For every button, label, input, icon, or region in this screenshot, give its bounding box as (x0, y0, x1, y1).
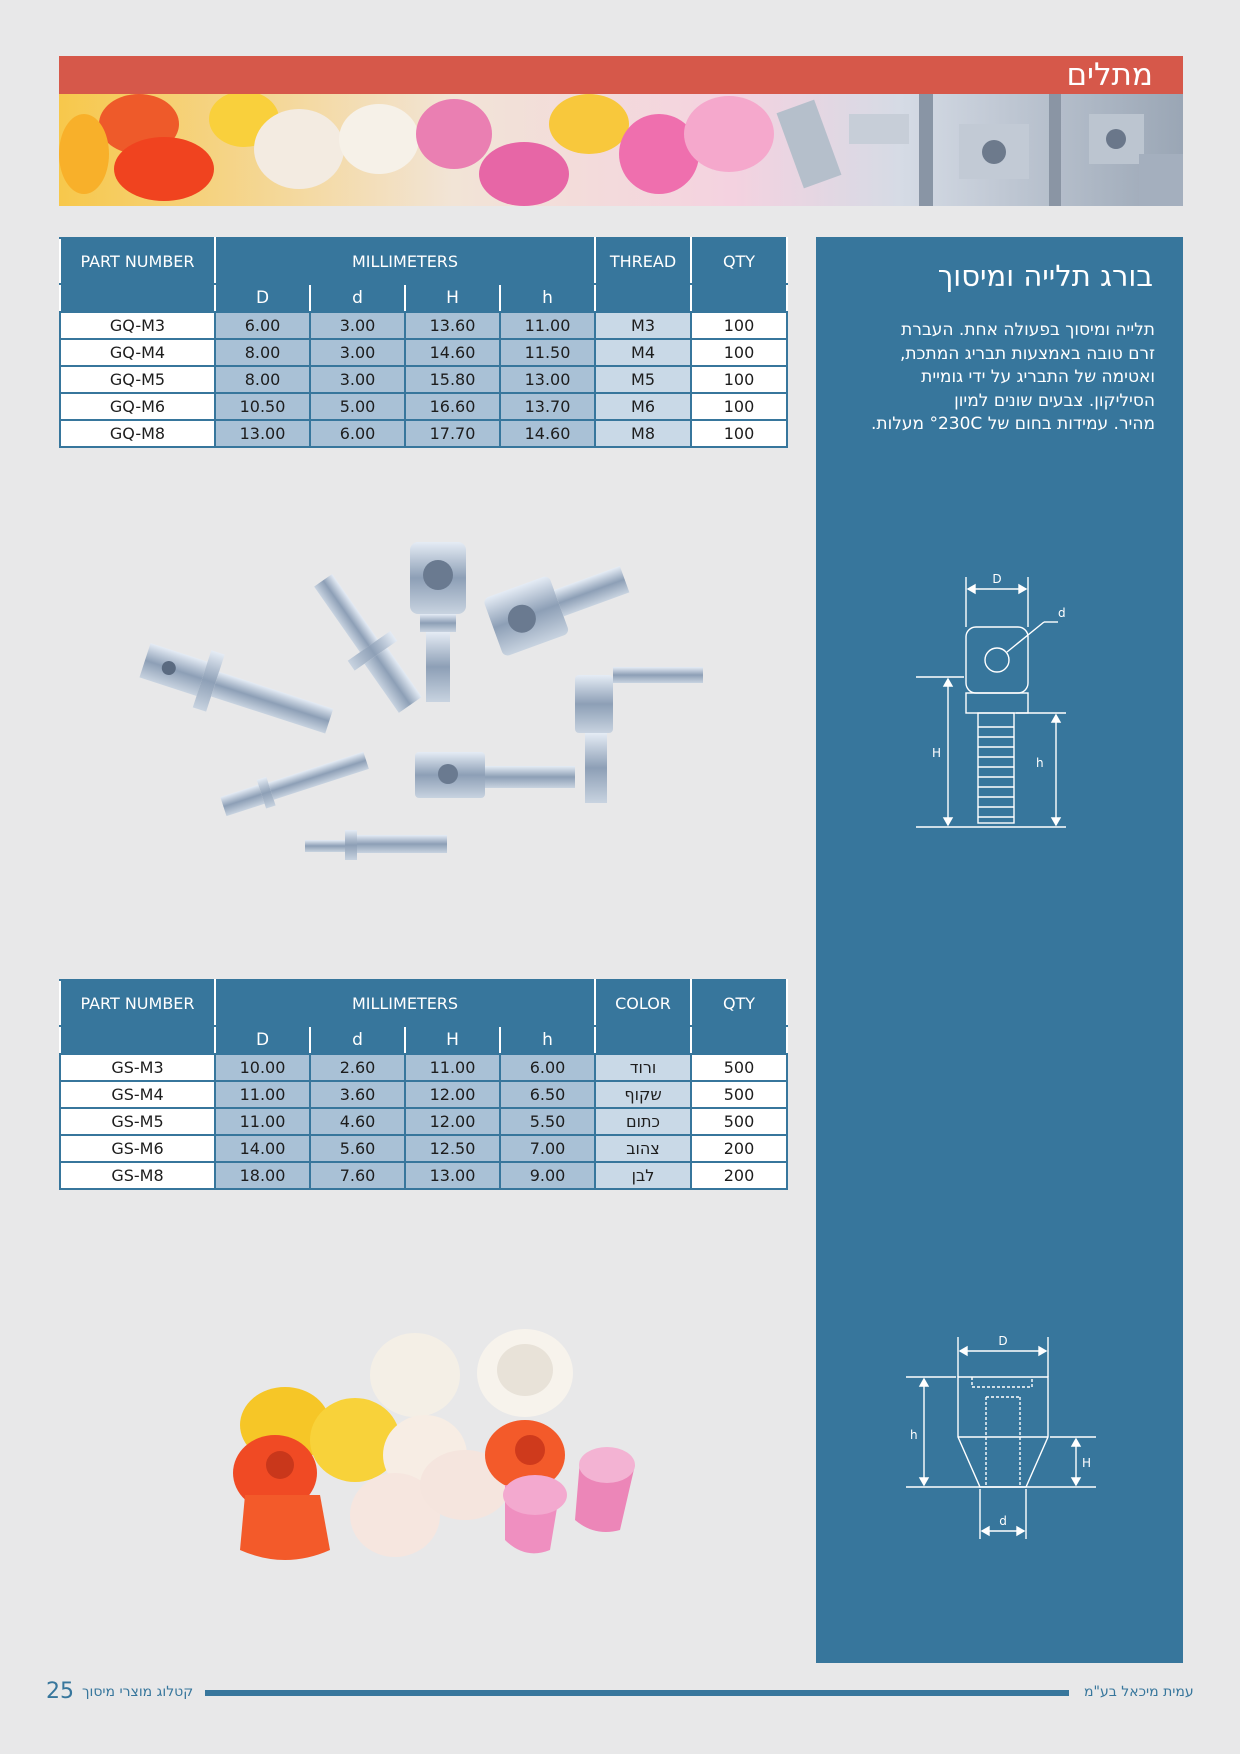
color-cell: צהוב (595, 1135, 691, 1162)
table-row (60, 1108, 787, 1135)
catalog-name: קטלוג מוצרי מיסוך (82, 1684, 194, 1700)
dim-h-cell: 11.00 (500, 312, 595, 339)
dim-d-cell: 5.00 (310, 393, 405, 420)
table-row (60, 1081, 787, 1108)
subheader-d: d (310, 1026, 405, 1054)
page-number: 25 (46, 1679, 74, 1704)
diagram-label-d: d (1058, 606, 1066, 620)
table-row (60, 366, 787, 393)
header-part-number: PART NUMBER (60, 980, 215, 1026)
color-cell: לבן (595, 1162, 691, 1189)
qty-cell: 100 (691, 366, 787, 393)
diagram-label-D: D (992, 572, 1002, 586)
dim-d-cell: 7.60 (310, 1162, 405, 1189)
diagram-label-H: H (1082, 1456, 1092, 1470)
color-cell: כתום (595, 1108, 691, 1135)
table-row (60, 393, 787, 420)
dim-D-cell: 13.00 (215, 420, 310, 447)
diagram-label-d: d (999, 1514, 1007, 1528)
header-millimeters: MILLIMETERS (215, 238, 595, 284)
table-row (60, 420, 787, 447)
dim-H-cell: 13.00 (405, 1162, 500, 1189)
thread-cell: M3 (595, 312, 691, 339)
dim-d-cell: 3.00 (310, 339, 405, 366)
qty-cell: 100 (691, 312, 787, 339)
part-number-cell: GQ-M8 (60, 420, 215, 447)
dim-D-cell: 14.00 (215, 1135, 310, 1162)
dim-D-cell: 10.00 (215, 1054, 310, 1081)
dim-D-cell: 6.00 (215, 312, 310, 339)
description-line: מהיר. עמידות בחום של 230C° מעלות. (871, 414, 1155, 434)
subheader-H: H (405, 1026, 500, 1054)
part-number-cell: GS-M6 (60, 1135, 215, 1162)
diagram-label-h: h (1036, 756, 1044, 770)
qty-cell: 500 (691, 1054, 787, 1081)
product-title: בורג תלייה ומיסוך (937, 259, 1153, 293)
table-row (60, 312, 787, 339)
dim-D-cell: 8.00 (215, 339, 310, 366)
qty-cell: 500 (691, 1081, 787, 1108)
description-line: ואטימה של התבריג על ידי גומיית (921, 367, 1155, 387)
cap-diagram (896, 1327, 1106, 1557)
header-color: COLOR (595, 980, 691, 1026)
dim-d-cell: 4.60 (310, 1108, 405, 1135)
dim-H-cell: 11.00 (405, 1054, 500, 1081)
subheader-d: d (310, 284, 405, 312)
company-name: עמית מיכאל בע"מ (1084, 1684, 1194, 1700)
subheader-empty (691, 284, 787, 312)
dim-H-cell: 12.00 (405, 1081, 500, 1108)
part-number-cell: GQ-M3 (60, 312, 215, 339)
qty-cell: 100 (691, 339, 787, 366)
dim-h-cell: 9.00 (500, 1162, 595, 1189)
subheader-h: h (500, 1026, 595, 1054)
category-header-bar (59, 56, 1183, 94)
dim-D-cell: 11.00 (215, 1081, 310, 1108)
thread-cell: M6 (595, 393, 691, 420)
spec-table-gq (59, 237, 788, 448)
part-number-cell: GQ-M4 (60, 339, 215, 366)
footer-divider (205, 1690, 1069, 1696)
dim-H-cell: 12.50 (405, 1135, 500, 1162)
category-title: מתלים (1066, 57, 1153, 93)
description-line: זרם טובה באמצעות תבריג המתכת, (899, 343, 1155, 364)
subheader-H: H (405, 284, 500, 312)
dim-D-cell: 18.00 (215, 1162, 310, 1189)
qty-cell: 100 (691, 393, 787, 420)
table-row (60, 1054, 787, 1081)
qty-cell: 500 (691, 1108, 787, 1135)
dim-d-cell: 3.60 (310, 1081, 405, 1108)
part-number-cell: GS-M3 (60, 1054, 215, 1081)
table-row (60, 1135, 787, 1162)
subheader-empty (60, 284, 215, 312)
table-row (60, 339, 787, 366)
subheader-empty (60, 1026, 215, 1054)
dim-h-cell: 14.60 (500, 420, 595, 447)
dim-D-cell: 11.00 (215, 1108, 310, 1135)
dim-D-cell: 8.00 (215, 366, 310, 393)
description-line: הסיליקון. צבעים שונים למיון (954, 390, 1155, 411)
thread-cell: M4 (595, 339, 691, 366)
part-number-cell: GQ-M6 (60, 393, 215, 420)
subheader-empty (595, 1026, 691, 1054)
dim-H-cell: 13.60 (405, 312, 500, 339)
part-number-cell: GQ-M5 (60, 366, 215, 393)
dim-H-cell: 12.00 (405, 1108, 500, 1135)
dim-H-cell: 16.60 (405, 393, 500, 420)
dim-d-cell: 3.00 (310, 366, 405, 393)
spec-table-gs (59, 979, 788, 1190)
dim-d-cell: 5.60 (310, 1135, 405, 1162)
dim-H-cell: 17.70 (405, 420, 500, 447)
subheader-empty (691, 1026, 787, 1054)
header-millimeters: MILLIMETERS (215, 980, 595, 1026)
dim-d-cell: 2.60 (310, 1054, 405, 1081)
dim-h-cell: 5.50 (500, 1108, 595, 1135)
screw-diagram (906, 567, 1086, 887)
product-photo-caps (225, 1325, 665, 1575)
qty-cell: 100 (691, 420, 787, 447)
color-cell: ורוד (595, 1054, 691, 1081)
dim-h-cell: 13.70 (500, 393, 595, 420)
subheader-h: h (500, 284, 595, 312)
qty-cell: 200 (691, 1135, 787, 1162)
diagram-label-H: H (932, 746, 942, 760)
banner-image (59, 94, 1183, 206)
subheader-D: D (215, 1026, 310, 1054)
product-photo-screws (120, 530, 740, 870)
table-row (60, 1162, 787, 1189)
dim-H-cell: 14.60 (405, 339, 500, 366)
color-cell: שקוף (595, 1081, 691, 1108)
qty-cell: 200 (691, 1162, 787, 1189)
product-description (835, 319, 1155, 437)
dim-d-cell: 6.00 (310, 420, 405, 447)
header-thread: THREAD (595, 238, 691, 284)
part-number-cell: GS-M4 (60, 1081, 215, 1108)
thread-cell: M5 (595, 366, 691, 393)
part-number-cell: GS-M5 (60, 1108, 215, 1135)
part-number-cell: GS-M8 (60, 1162, 215, 1189)
diagram-label-D: D (998, 1334, 1008, 1348)
subheader-empty (595, 284, 691, 312)
dim-H-cell: 15.80 (405, 366, 500, 393)
subheader-D: D (215, 284, 310, 312)
dim-d-cell: 3.00 (310, 312, 405, 339)
dim-D-cell: 10.50 (215, 393, 310, 420)
header-qty: QTY (691, 238, 787, 284)
dim-h-cell: 6.00 (500, 1054, 595, 1081)
dim-h-cell: 7.00 (500, 1135, 595, 1162)
dim-h-cell: 13.00 (500, 366, 595, 393)
dim-h-cell: 11.50 (500, 339, 595, 366)
header-part-number: PART NUMBER (60, 238, 215, 284)
dim-h-cell: 6.50 (500, 1081, 595, 1108)
header-qty: QTY (691, 980, 787, 1026)
diagram-label-h: h (910, 1428, 918, 1442)
description-panel (816, 237, 1183, 1663)
thread-cell: M8 (595, 420, 691, 447)
description-line: תלייה ומיסוך בפעולה אחת. העברת (901, 320, 1155, 340)
